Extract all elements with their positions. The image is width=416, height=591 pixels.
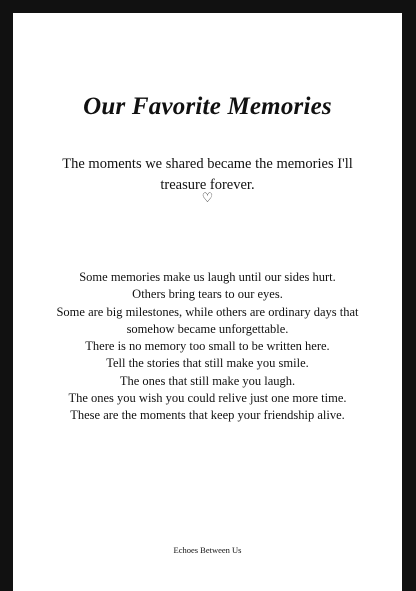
prompt-text (33, 269, 382, 425)
page-footer: Echoes Between Us (173, 545, 242, 555)
prompt-line: The ones that still make you laugh. (119, 373, 296, 388)
prompt-line: Others bring tears to our eyes. (132, 287, 283, 302)
page-subtitle: The moments we shared became the memories I'll treasure forever. (62, 156, 353, 193)
prompt-line: These are the moments that keep your friendship alive. (70, 408, 345, 423)
page-title: Our Favorite Memories (83, 93, 332, 120)
prompt-line: Some memories make us laugh until our sides hurt. (79, 270, 336, 284)
prompt-line: Tell the stories that still make you smile. (106, 356, 309, 371)
prompt-line: The ones you wish you could relive just one more time. (68, 391, 347, 406)
prompt-line: somehow became unforgettable. (126, 321, 289, 336)
journal-page (13, 13, 402, 591)
prompt-line: There is no memory too small to be written here. (85, 339, 330, 354)
heart-outline-icon: ♡ (201, 191, 214, 206)
prompt-line: Some are big milestones, while others are ordinary days that (56, 304, 359, 319)
